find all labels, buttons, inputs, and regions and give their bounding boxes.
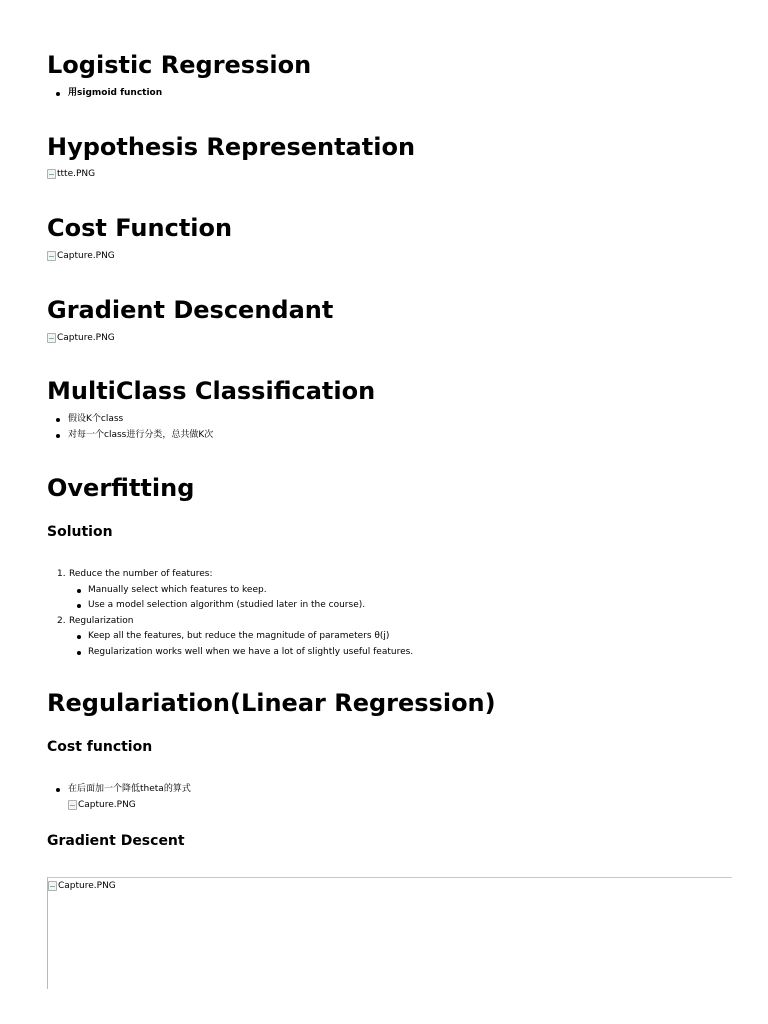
heading-overfitting: Overfitting bbox=[47, 474, 195, 502]
broken-image-icon bbox=[47, 169, 56, 179]
broken-image-icon bbox=[47, 333, 56, 343]
list-item: Keep all the features, but reduce the magnitude of parameters θ(j) bbox=[47, 629, 413, 645]
list-item: 在后面加一个降低theta的算式 bbox=[47, 782, 191, 798]
cost-function-image bbox=[47, 250, 115, 262]
image-alt-text: Capture.PNG bbox=[78, 800, 136, 810]
gradient-descent-image bbox=[48, 880, 116, 892]
heading-gradient-descent: Gradient Descent bbox=[47, 833, 185, 849]
sub-bullet-list bbox=[57, 583, 413, 614]
broken-image-icon bbox=[47, 251, 56, 261]
list-item: 对每一个class进行分类，总共做K次 bbox=[47, 428, 213, 444]
regularization-cost-image bbox=[68, 799, 136, 811]
gradient-image bbox=[47, 332, 115, 344]
list-item bbox=[47, 614, 413, 661]
list-item: Regularization works well when we have a lot of slightly useful features. bbox=[47, 645, 413, 661]
list-item: 用sigmoid function bbox=[47, 86, 162, 102]
heading-hypothesis-representation: Hypothesis Representation bbox=[47, 133, 416, 161]
heading-cost-function: Cost Function bbox=[47, 214, 233, 242]
gradient-descent-image-frame bbox=[47, 877, 732, 989]
regularization-bullet-list bbox=[47, 782, 191, 798]
logistic-bullet-list bbox=[47, 86, 162, 102]
list-number: 2. bbox=[57, 615, 66, 626]
hypothesis-image bbox=[47, 168, 95, 180]
multiclass-bullet-list bbox=[47, 412, 213, 443]
heading-gradient-descendant: Gradient Descendant bbox=[47, 296, 334, 324]
solution-numbered-list bbox=[47, 567, 413, 660]
image-alt-text: Capture.PNG bbox=[57, 251, 115, 261]
heading-multiclass-classification: MultiClass Classification bbox=[47, 377, 376, 405]
list-item: 假设K个class bbox=[47, 412, 213, 428]
sub-bullet-list bbox=[57, 629, 413, 660]
list-number: 1. bbox=[57, 569, 66, 579]
heading-regularization-linear-regression: Regulariation(Linear Regression) bbox=[47, 689, 496, 717]
heading-solution: Solution bbox=[47, 524, 113, 540]
image-alt-text: ttte.PNG bbox=[57, 169, 96, 179]
image-alt-text: Capture.PNG bbox=[58, 881, 116, 891]
heading-logistic-regression: Logistic Regression bbox=[47, 51, 312, 79]
list-item-text: Regularization bbox=[69, 615, 134, 626]
list-item bbox=[47, 567, 413, 614]
image-alt-text: Capture.PNG bbox=[57, 333, 115, 343]
list-item: Use a model selection algorithm (studied later in the course). bbox=[47, 598, 413, 614]
broken-image-icon bbox=[48, 881, 57, 891]
broken-image-icon bbox=[68, 800, 77, 810]
list-item-text: Reduce the number of features: bbox=[69, 569, 213, 579]
list-item: Manually select which features to keep. bbox=[47, 583, 413, 599]
heading-cost-function-sub: Cost function bbox=[47, 739, 153, 755]
